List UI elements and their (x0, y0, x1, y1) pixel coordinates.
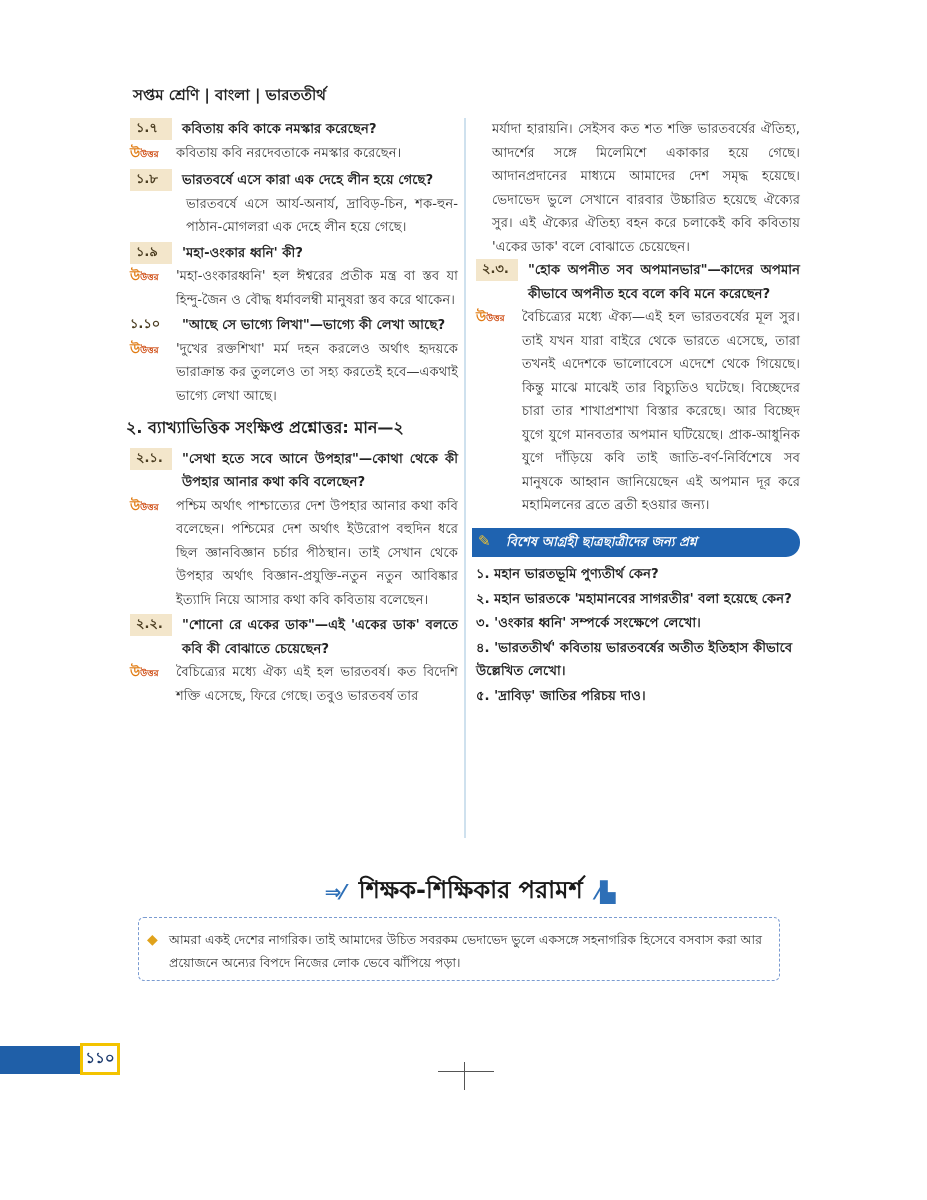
advice-text: আমরা একই দেশের নাগরিক। তাই আমাদের উচিত সবরকম ভেদাভেদ ভুলে একসঙ্গে সহনাগরিক হিসেবে বসবাস করা আর প্রয়োজনে অন্যের বিপদে নিজের লোক ভেবে ঝাঁপিয়ে পড়া। (169, 932, 763, 970)
qa-item (130, 314, 458, 408)
question-text: 'মহা-ওংকার ধ্বনি' কী? (182, 245, 303, 261)
answer-text: 'দুখের রক্তশিখা' মর্ম দহন করলেও অর্থাৎ হৃদয়কে ভারাক্রান্ত কর তুললেও তা সহ্য করতেই হবে—একথাই ভাগ্যে লেখা আছে। (176, 341, 458, 404)
answer-continuation: মর্যাদা হারায়নি। সেইসব কত শত শক্তি ভারতবর্ষের ঐতিহ্য, আদর্শের সঙ্গে মিলেমিশে একাকার হয়ে গেছে। আদানপ্রদানের মাধ্যমে আমাদের দেশ সমৃদ্ধ হয়েছে। ভেদাভেদ ভুলে সেখানে বারবার উচ্চারিত হয়েছে ঐক্যের সুর। এই ঐক্যের ঐতিহ্য বহন করে চলাকেই কবি কবিতায় 'একের ডাক' বলে বোঝাতে চেয়েছেন। (492, 122, 800, 255)
list-item: ২. মহান ভারতকে 'মহামানবের সাগরতীর' বলা হয়েছে কেন? (476, 591, 792, 607)
answer-text: বৈচিত্র্যের মধ্যে ঐক্য—এই হল ভারতবর্ষের মূল সুর। তাই যখন যারা বাইরে থেকে ভারতে এসেছে, তারা তখনই এদেশকে ভালোবেসে এদেশে থেকে গিয়েছে। কিন্তু মাঝে মাঝেই তার বিচ্যুতিও ঘটেছে। বিচ্ছেদের চারা তার শাখাপ্রশাখা বিস্তার করেছে। আর বিচ্ছেদ যুগে যুগে মানবতার অপমান ঘটিয়েছে। প্রাক-আধুনিক যুগে দাঁড়িয়ে কবি তাই জাতি-বর্ণ-নির্বিশেষে সব মানুষকে আহ্বান জানিয়েছেন এই অপমান দূর করে মহামিলনের ব্রতে ব্রতী হওয়ার জন্য। (522, 310, 800, 513)
question-number: ১.৮ (130, 169, 172, 191)
question-number: ২.১. (130, 448, 172, 470)
crop-mark (438, 1071, 494, 1072)
question-number: ১.৭ (130, 118, 172, 140)
special-questions-header (472, 528, 800, 558)
column-divider (464, 118, 466, 838)
qa-item (476, 259, 800, 518)
banner-title: শিক্ষক-শিক্ষিকার পরামর্শ (358, 876, 583, 904)
list-item: ৩. 'ওংকার ধ্বনি' সম্পর্কে সংক্ষেপে লেখো। (476, 616, 701, 631)
extra-questions-list (476, 563, 800, 708)
question-text: "সেথা হতে সবে আনে উপহার"—কোথা থেকে কী উপহার আনার কথা কবি বলেছেন? (182, 451, 458, 490)
footer-bar (0, 1046, 80, 1074)
qa-item (130, 448, 458, 613)
answer-icon: উউত্তর (476, 310, 505, 325)
page-header: সপ্তম শ্রেণি | বাংলা | ভারততীর্থ (133, 86, 326, 104)
list-item: ৪. 'ভারততীর্থ' কবিতায় ভারতবর্ষের অতীত ইতিহাস কীভাবে উল্লেখিত লেখো। (476, 640, 793, 679)
question-number: ২.২. (130, 614, 172, 636)
diamond-icon: ◆ (147, 932, 158, 948)
left-column (126, 118, 458, 710)
answer-text: 'মহা-ওংকারধ্বনি' হল ঈশ্বরের প্রতীক মন্ত্র বা স্তব যা হিন্দু-জৈন ও বৌদ্ধ ধর্মাবলম্বী মানুষরা স্তব করে থাকেন। (176, 269, 458, 308)
question-text: "শোনো রে একের ডাক"—এই 'একের ডাক' বলতে কবি কী বোঝাতে চেয়েছেন? (182, 618, 458, 657)
book-icon: ▙ (600, 880, 616, 904)
answer-icon: উউত্তর (130, 665, 159, 680)
answer-text: বৈচিত্র্যের মধ্যে ঐক্য এই হল ভারতবর্ষ। কত বিদেশি শক্তি এসেছে, ফিরে গেছে। তবুও ভারতবর্ষ তার (176, 665, 458, 704)
answer-icon: উউত্তর (130, 498, 159, 514)
arrow-icon: ⇒⁄ (324, 880, 345, 904)
answer-text: ভারতবর্ষে এসে আর্য-অনার্য, দ্রাবিড়-চিন, শক-হুন-পাঠান-মোগলরা এক দেহে লীন হয়ে গেছে। (186, 196, 458, 235)
section-title: ২. ব্যাখ্যাভিত্তিক সংক্ষিপ্ত প্রশ্নোত্তর: মান—২ (126, 418, 404, 437)
list-item: ৫. 'দ্রাবিড়' জাতির পরিচয় দাও। (476, 688, 646, 704)
qa-item (130, 614, 458, 708)
answer-text: কবিতায় কবি নরদেবতাকে নমস্কার করেছেন। (176, 145, 402, 161)
answer-icon: উউত্তর (130, 269, 159, 284)
answer-icon: উউত্তর (130, 341, 159, 357)
question-number: ২.৩. (476, 259, 518, 281)
list-item: ১. মহান ভারতভূমি পুণ্যতীর্থ কেন? (476, 567, 659, 582)
page-number: ১১০ (80, 1043, 120, 1075)
question-number: ১.৯ (130, 242, 172, 264)
question-text: ভারতবর্ষে এসে কারা এক দেহে লীন হয়ে গেছে? (182, 173, 434, 188)
pencil-icon: ✎ (478, 531, 491, 550)
teacher-advice-banner (280, 872, 660, 912)
answer-icon: উউত্তর (130, 145, 159, 161)
question-text: কবিতায় কবি কাকে নমস্কার করেছেন? (182, 122, 377, 137)
advice-box (138, 917, 780, 981)
special-title: বিশেষ আগ্রহী ছাত্রছাত্রীদের জন্য প্রশ্ন (506, 534, 697, 550)
crop-mark (464, 1062, 465, 1090)
slash-icon: ⁄ (596, 880, 600, 904)
right-column (476, 118, 800, 709)
answer-text: পশ্চিম অর্থাৎ পাশ্চাত্যের দেশ উপহার আনার কথা কবি বলেছেন। পশ্চিমের দেশ অর্থাৎ ইউরোপ বহুদিন ধরে ছিল জ্ঞানবিজ্ঞান চর্চার পীঠস্থান। তাই সেখান থেকে উপহার অর্থাৎ বিজ্ঞান-প্রযুক্তি-নতুন নতুন আবিষ্কার ইত্যাদি নিয়ে আসার কথা কবি কবিতায় বলেছেন। (176, 498, 458, 608)
question-text: "হোক অপনীত সব অপমানভার"—কাদের অপমান কীভাবে অপনীত হবে বলে কবি মনে করেছেন? (528, 263, 800, 302)
qa-item (130, 242, 458, 313)
qa-item (130, 118, 458, 167)
question-number: ১.১০ (130, 317, 161, 332)
qa-item (130, 169, 458, 240)
question-text: "আছে সে ভাগ্যে লিখা"—ভাগ্যে কী লেখা আছে? (182, 318, 446, 333)
